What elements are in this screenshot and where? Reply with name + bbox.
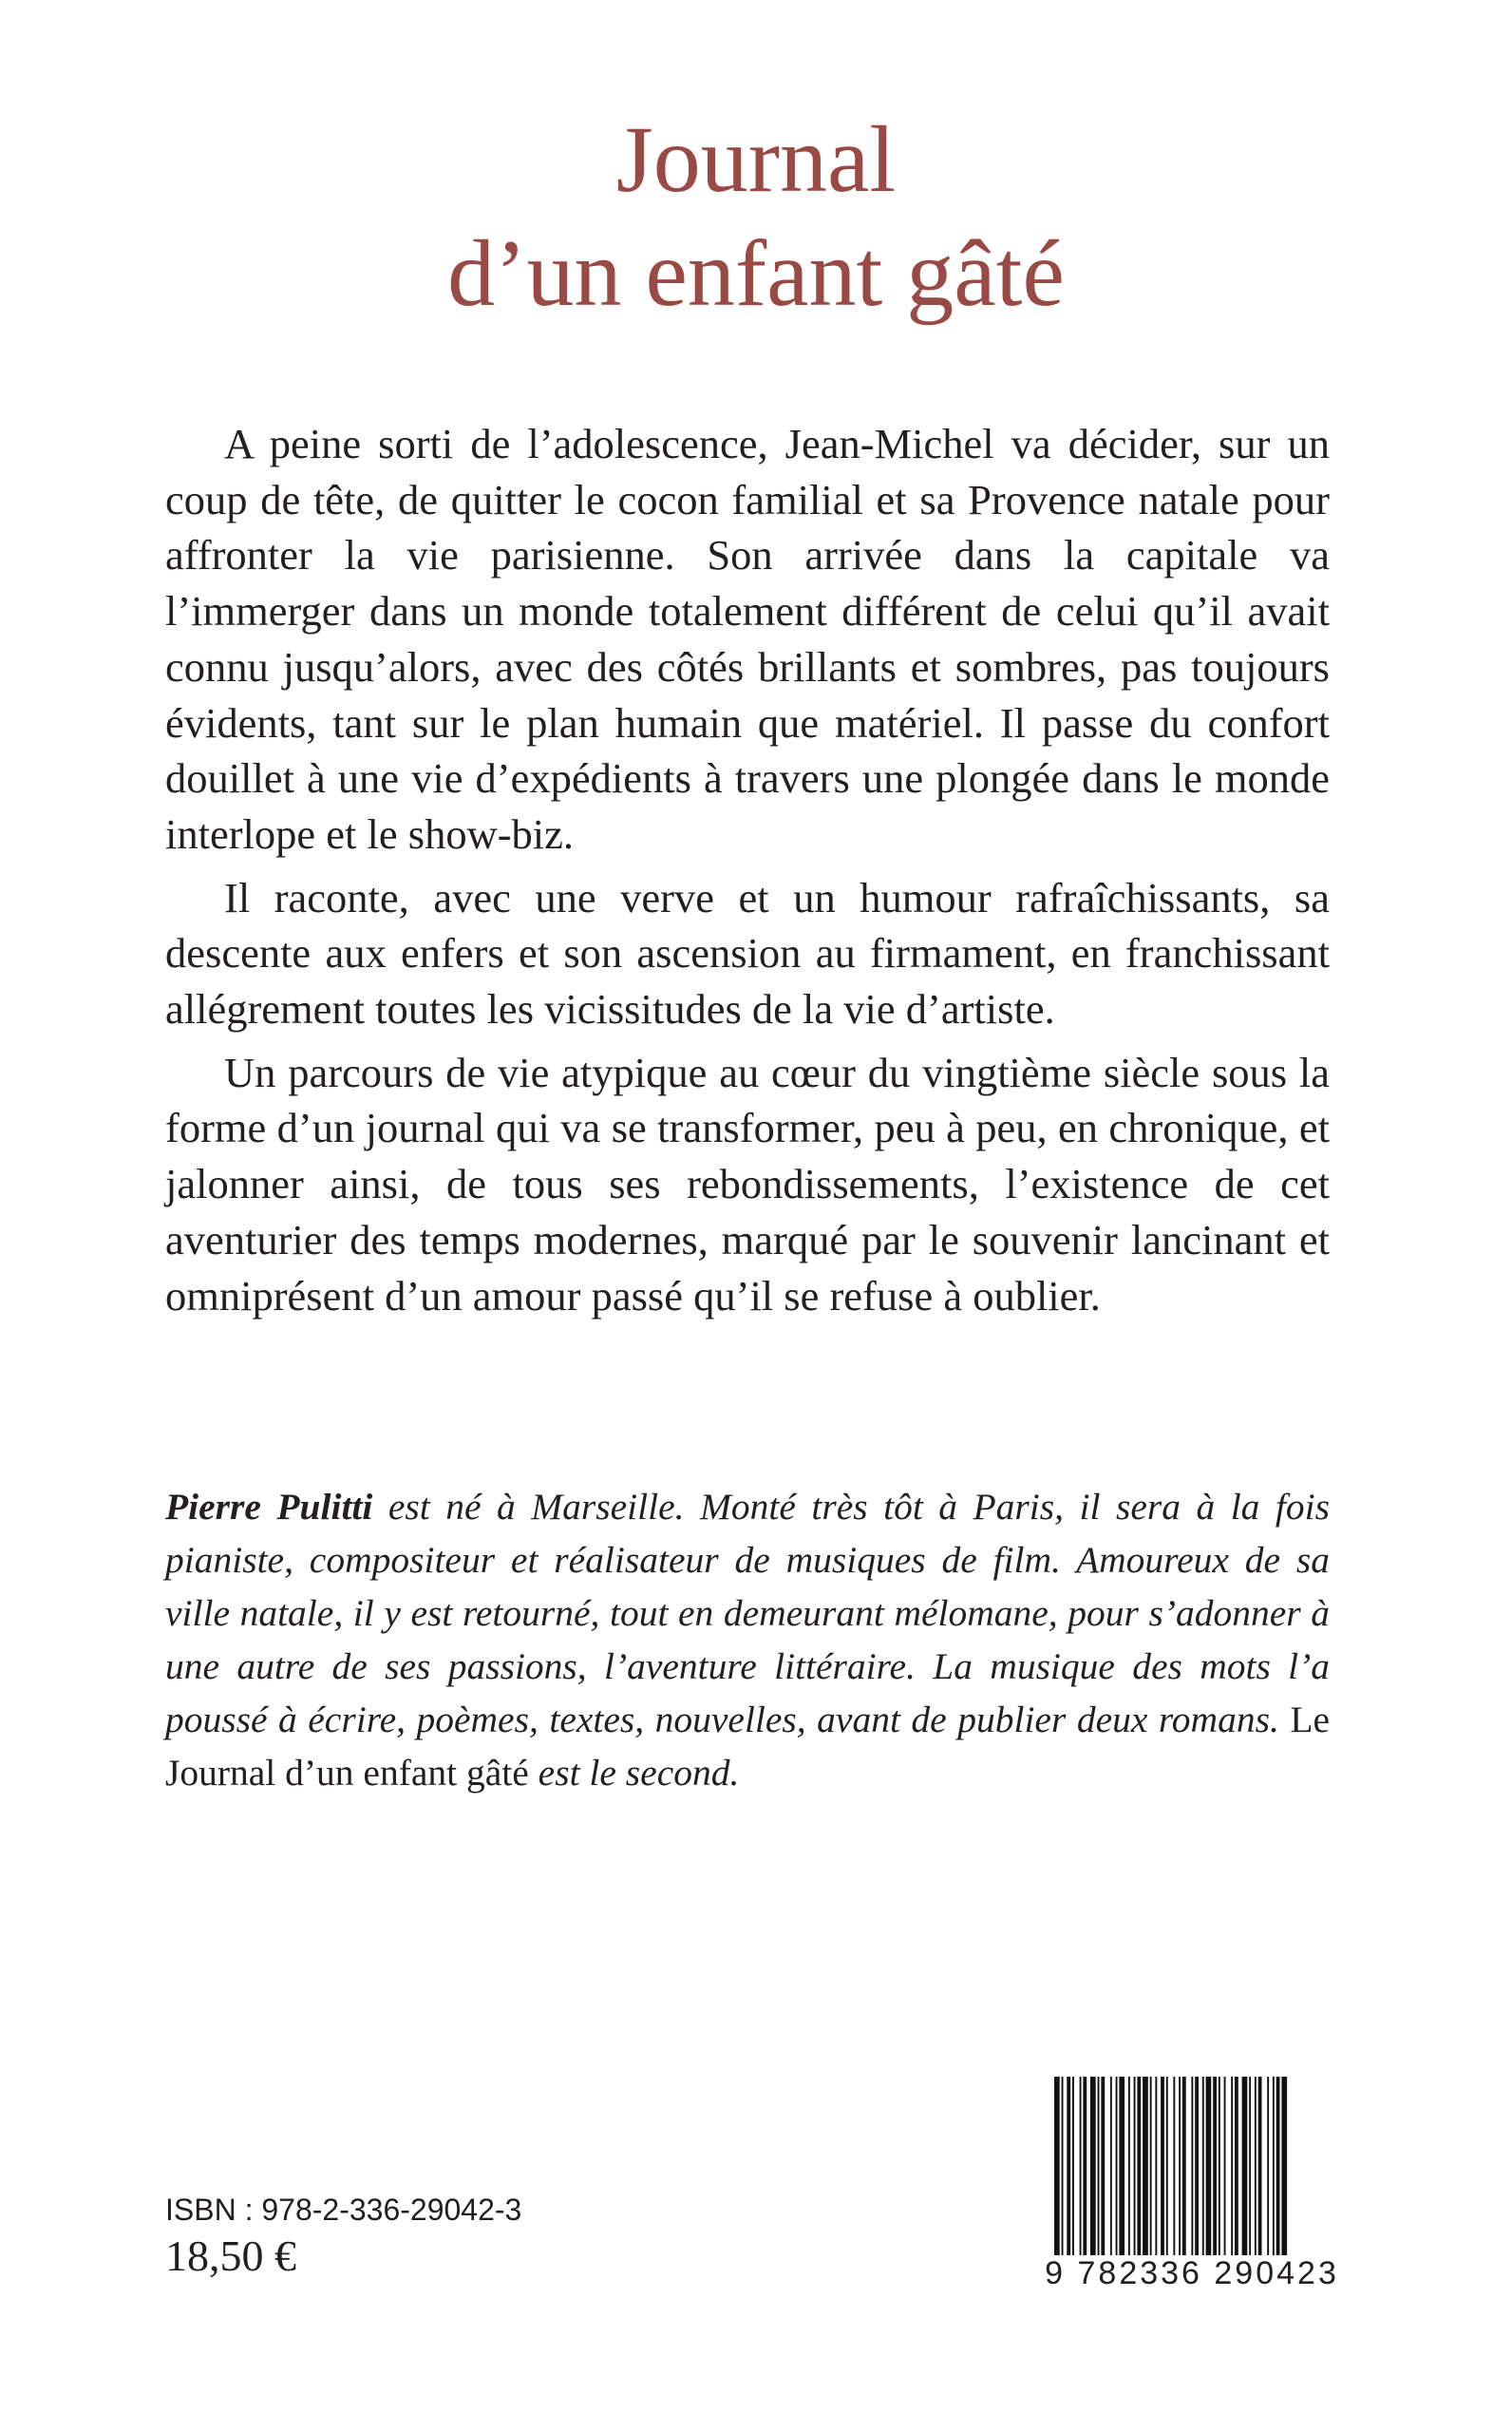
book-title-line-2: d’un enfant gâté [447, 220, 1065, 326]
author-bio-ending: est le second. [538, 1752, 740, 1794]
author-bio-book-title: Le Journal d’un enfant gâté [165, 1699, 1330, 1794]
author-name: Pierre Pulitti [165, 1486, 373, 1528]
back-cover-blurb [165, 416, 1330, 1331]
author-bio-text: est né à Marseille. Monté très tôt à Paris, il sera à la fois pianiste, compositeur et réalisateur de musiques de film. Amoureux de sa ville natale, il y est retourné, tout en demeurant mélomane, pour s’adonner à une autre de ses passions, l’aventure littéraire. La musique des mots l’a poussé à écrire, poèmes, textes, nouvelles, avant de publier deux romans. [165, 1486, 1330, 1740]
isbn-number: ISBN : 978-2-336-29042-3 [165, 2193, 522, 2227]
blurb-paragraph-3: Un parcours de vie atypique au cœur du vingtième siècle sous la forme d’un journal qui va se transformer, peu à peu, en chronique, et jalonner ainsi, de tous ses rebondissements, l’existence de cet aventurier des temps modernes, marqué par le souvenir lancinant et omniprésent d’un amour passé qu’il se refuse à oublier. [165, 1048, 1330, 1320]
isbn-barcode [1041, 2071, 1343, 2293]
barcode-bars [1041, 2071, 1343, 2257]
book-title-line-1: Journal [615, 106, 897, 212]
blurb-paragraph-1: A peine sorti de l’adolescence, Jean-Michel va décider, sur un coup de tête, de quitter le cocon familial et sa Provence natale pour affronter la vie parisienne. Son arrivée dans la capitale va l’immerger dans un monde totalement différent de celui qu’il avait connu jusqu’alors, avec des côtés brillants et sombres, pas toujours évidents, tant sur le plan humain que matériel. Il passe du confort douillet à une vie d’expédients à travers une plongée dans le monde interlope et le show-biz. [165, 420, 1330, 858]
blurb-paragraph-2: Il raconte, avec une verve et un humour rafraîchissants, sa descente aux enfers et son ascension au firmament, en franchissant allégrement toutes les vicissitudes de la vie d’artiste. [165, 873, 1330, 1034]
author-bio [165, 1480, 1330, 1799]
barcode-digits: 9 782336 290423 [1045, 2255, 1339, 2291]
book-price: 18,50 € [165, 2232, 296, 2280]
